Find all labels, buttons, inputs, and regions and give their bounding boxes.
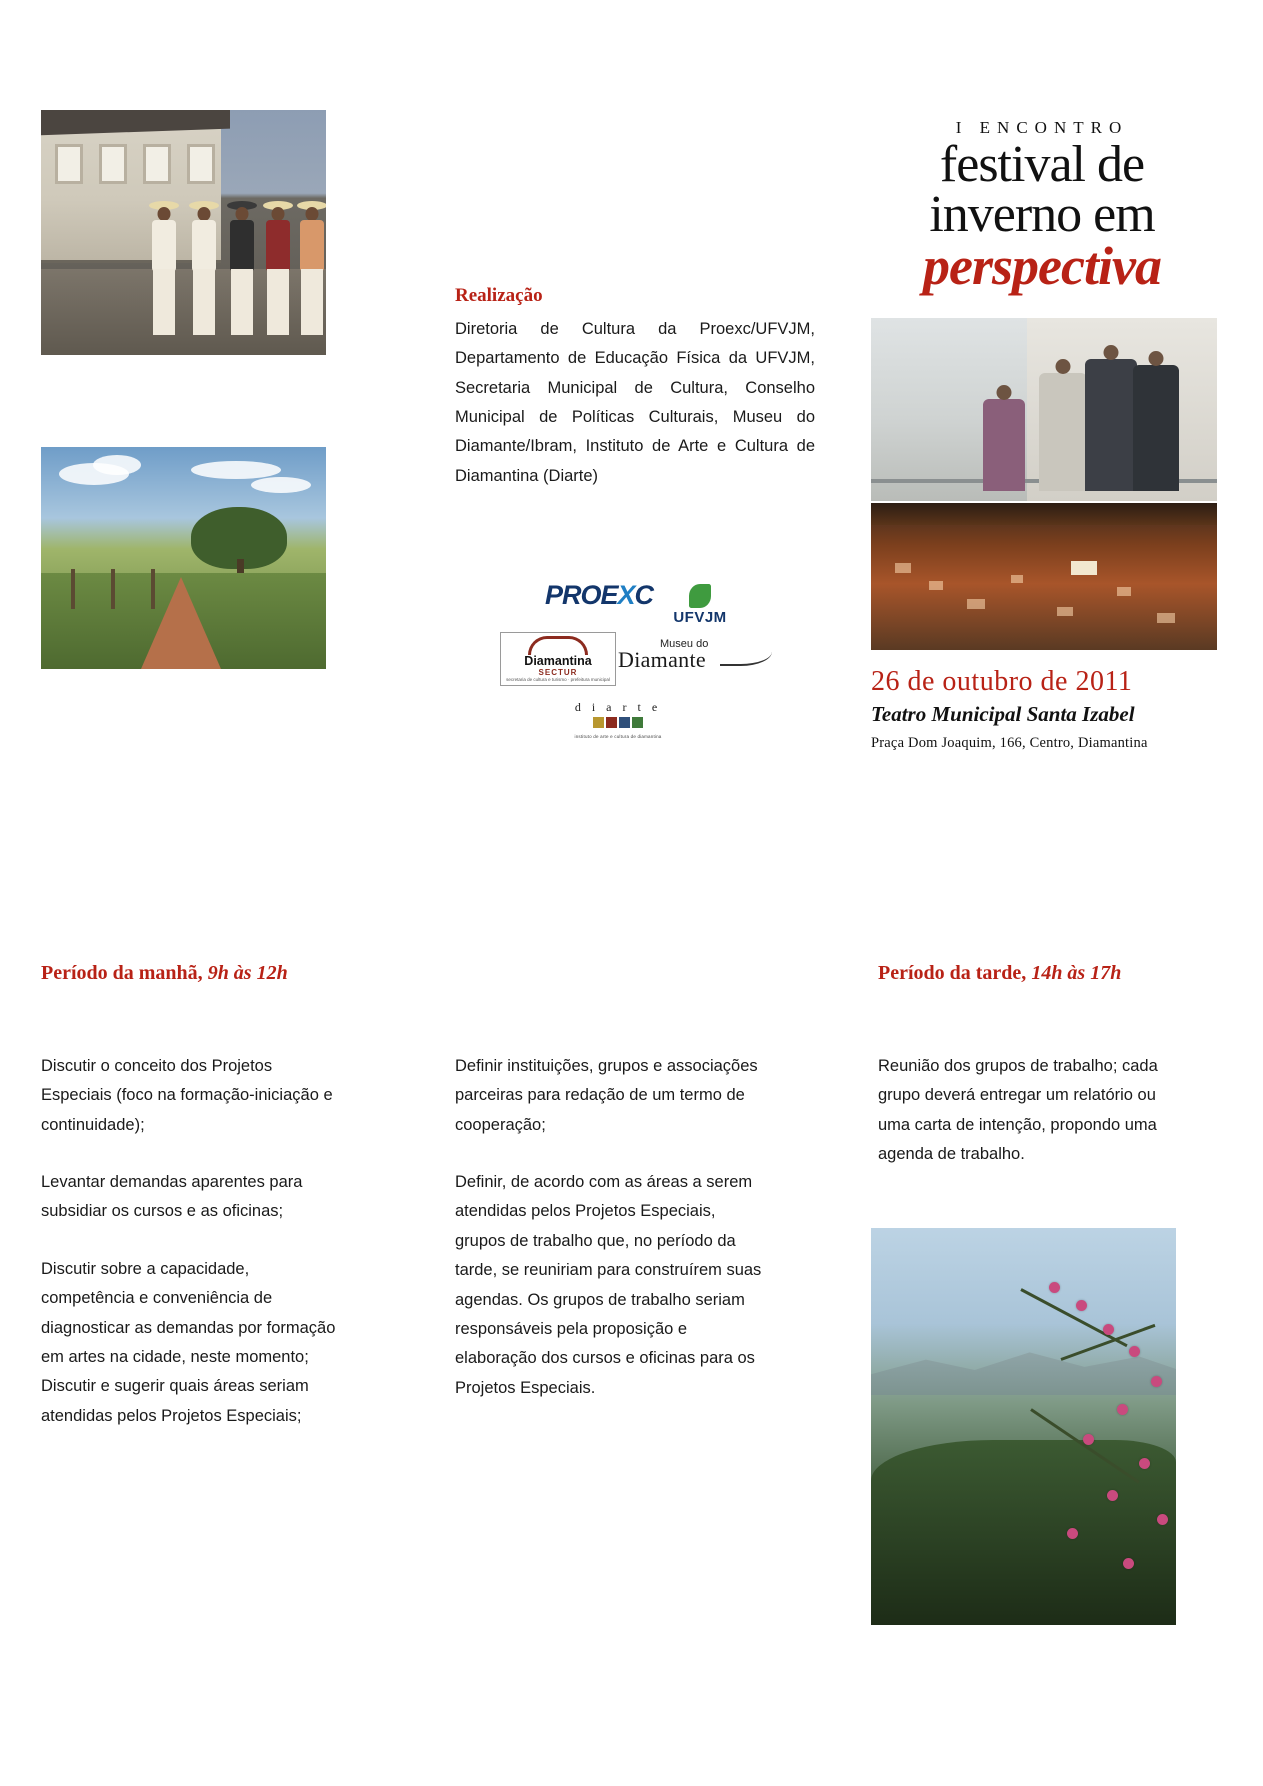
event-address: Praça Dom Joaquim, 166, Centro, Diamantina [871, 735, 1148, 751]
poster-title-block [868, 118, 1216, 296]
arch-icon [528, 636, 588, 655]
museu-do-diamante-logo [618, 638, 778, 673]
title-eyebrow: I ENCONTRO [955, 118, 1129, 137]
person-figure [1133, 365, 1179, 491]
title-line-1: festival de [939, 136, 1145, 193]
paragraph: Levantar demandas aparentes para subsidiar os cursos e as oficinas; [41, 1173, 303, 1221]
window-shape [143, 144, 171, 184]
logo-strip [500, 570, 780, 739]
photo-capoeira-group [41, 110, 326, 355]
foliage-shape [871, 1440, 1176, 1625]
morning-time: 9h às 12h [207, 962, 288, 984]
window-shape [187, 144, 215, 184]
morning-column-b [455, 1052, 768, 1431]
bright-building [1071, 561, 1097, 575]
window-shape [99, 144, 127, 184]
realizacao-heading: Realização [455, 285, 543, 306]
diarte-squares [548, 715, 688, 733]
paragraph: Discutir sobre a capacidade, competência e conveniência de diagnosticar as demandas por formação em artes na cidade, neste momento; Discutir e sugerir quais áreas seriam atendidas pelos Projetos Especiais; [41, 1259, 336, 1425]
title-accent-word: perspectiva [923, 235, 1161, 296]
paragraph: Discutir o conceito dos Projetos Especiais (foco na formação-iniciação e continuidade); [41, 1057, 333, 1134]
person-figure [149, 201, 179, 341]
event-date: 26 de outubro de 2011 [871, 666, 1133, 697]
photo-countryside-road [41, 447, 326, 669]
realizacao-section [455, 285, 815, 491]
proexc-logo: PROEXC [545, 580, 654, 610]
paragraph: Reunião dos grupos de trabalho; cada grupo deverá entregar um relatório ou uma carta de intenção, propondo uma agenda de trabalho. [878, 1057, 1158, 1164]
person-figure [189, 201, 219, 341]
event-venue: Teatro Municipal Santa Izabel [871, 702, 1135, 726]
morning-section-heading [41, 962, 288, 985]
window-shape [55, 144, 83, 184]
diarte-label: d i a r t e [574, 700, 662, 714]
afternoon-label: Período da tarde, [878, 962, 1027, 984]
photo-meeting [871, 318, 1217, 501]
person-figure [983, 399, 1025, 491]
paragraph: Definir instituições, grupos e associações parceiras para redação de um termo de cooperação; [455, 1057, 758, 1134]
diamantina-label: Diamantina [524, 654, 592, 668]
ufvjm-logo [665, 584, 735, 626]
person-figure [263, 201, 293, 341]
afternoon-column [878, 1052, 1178, 1197]
event-details [871, 666, 1221, 752]
afternoon-section-heading [878, 962, 1121, 985]
person-figure [1085, 359, 1137, 491]
photo-hillside-town [871, 503, 1217, 650]
museu-line-1: Museu do [660, 638, 709, 650]
photo-flowers-valley [871, 1228, 1176, 1625]
leaf-icon [689, 584, 711, 608]
diamantina-sectur-logo [500, 632, 616, 686]
person-figure [297, 201, 326, 341]
morning-column-a [41, 1052, 346, 1459]
diarte-fineprint: instituto de arte e cultura de diamantina [574, 734, 662, 739]
person-figure [1039, 373, 1087, 491]
ufvjm-label: UFVJM [673, 609, 727, 626]
realizacao-body: Diretoria de Cultura da Proexc/UFVJM, Departamento de Educação Física da UFVJM, Secretaria Municipal de Cultura, Conselho Municipal de Políticas Culturais, Museu do Diamante/Ibram, Instituto de Arte e Cultura de Diamantina (Diarte) [455, 320, 815, 485]
sectur-label: SECTUR [538, 668, 578, 677]
morning-label: Período da manhã, [41, 962, 203, 984]
title-line-2: inverno em [929, 186, 1155, 244]
afternoon-time: 14h às 17h [1031, 962, 1122, 984]
paragraph: Definir, de acordo com as áreas a serem atendidas pelos Projetos Especiais, grupos de trabalho que, no período da tarde, se reuniriam para construírem suas agendas. Os grupos de trabalho seriam responsáveis pela proposição e elaboração dos cursos e oficinas para os Projetos Especiais. [455, 1173, 762, 1397]
museu-line-2: Diamante [618, 647, 706, 672]
diamantina-fineprint: secretaria de cultura e turismo · prefeitura municipal [506, 677, 610, 682]
person-figure [227, 201, 257, 341]
diarte-logo [548, 700, 688, 739]
